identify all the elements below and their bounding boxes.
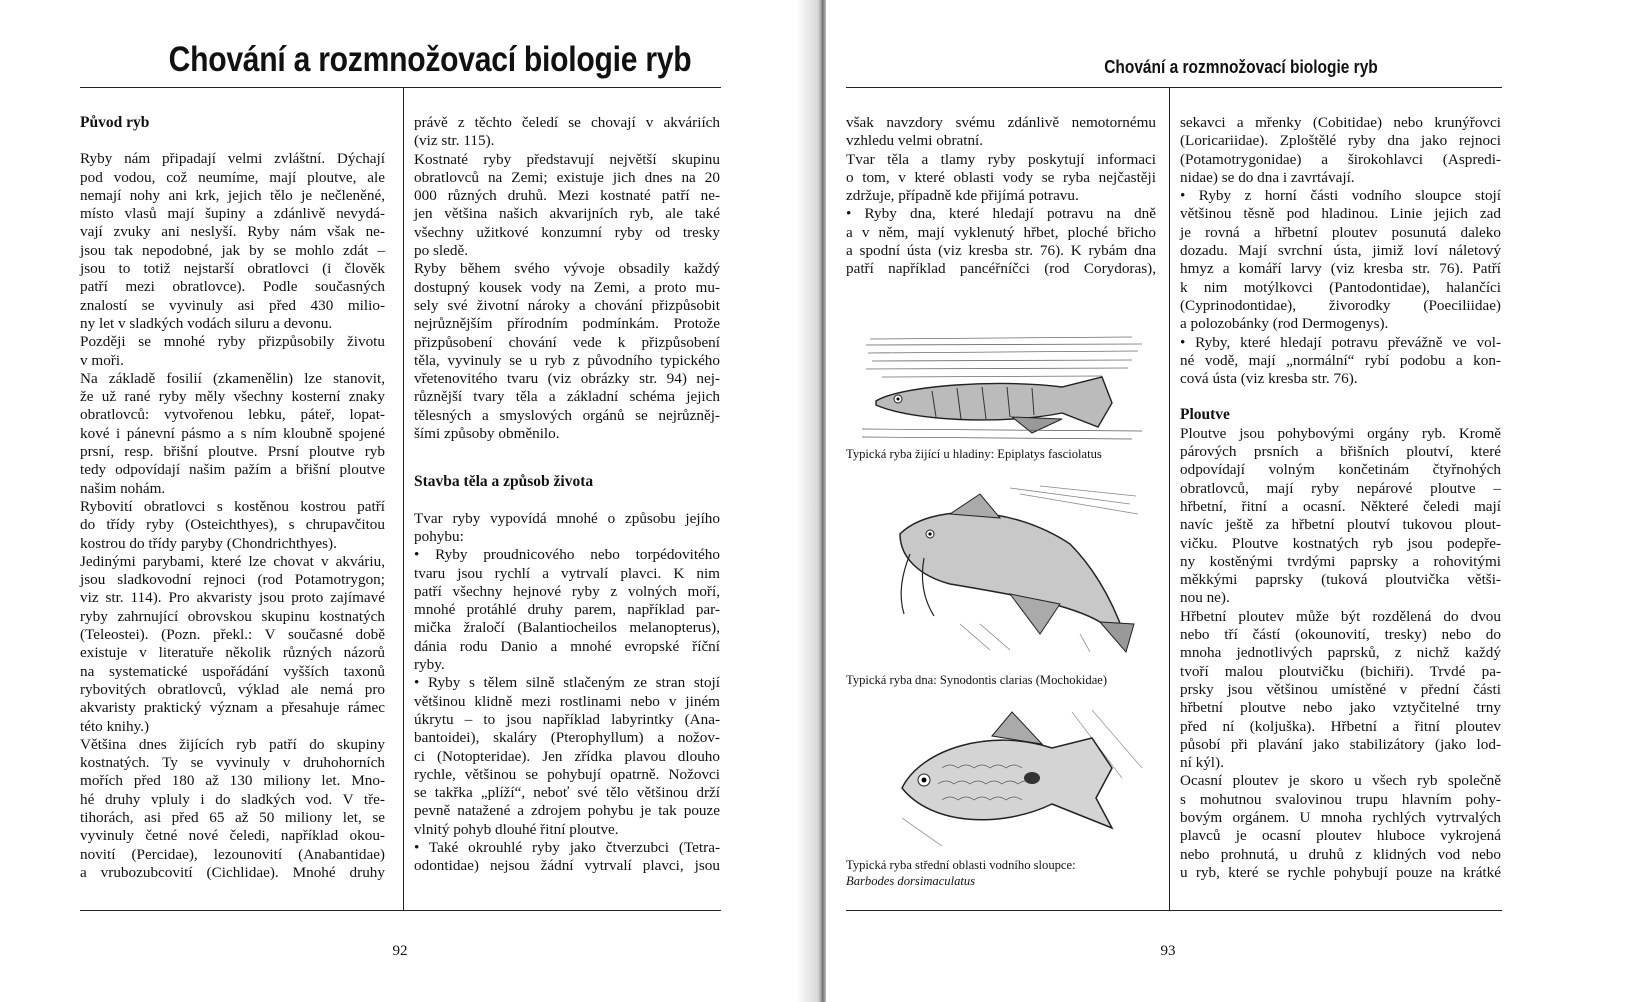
text-line: vají zvuky ani neslyší. Ryby nám však ne- [80,223,385,241]
text-line: mička žraločí (Balantiocheilos melanopterus), [414,619,720,637]
right-column-1 [846,114,1156,279]
text-line: místo vlasů mají šupiny a zdánlivě nevydá- [80,205,385,223]
text-line: Ocasní ploutev je skoro u všech ryb společně [1180,772,1501,790]
text-line: nidae) se do dna i zavrtávají. [1180,168,1355,186]
text-line: nebo tří částí (okounovití, tresky) nebo do [1180,626,1501,644]
text-line: s mohutnou svalovinou trupu hlavním pohy- [1180,790,1501,808]
text-line: Většina dnes žijících ryb patří do skupiny [80,735,385,753]
caption-line: Barbodes dorsimaculatus [846,874,976,888]
text-line: na systematické uspořádání vyšších taxonů [80,662,385,680]
text-line: hé druhy vpluly i do sladkých vod. V tře- [80,790,385,808]
text-line: Ryby nám připadají velmi zvláštní. Dýchají [80,150,385,168]
text-line: (Loricariidae). Zploštělé ryby dna jako rejnoci [1180,132,1501,150]
page-number: 93 [1160,943,1176,959]
text-line: různější tvary těla a základní schéma jejich [414,388,720,406]
text-line: nou ne). [1180,589,1230,607]
text-line: kostnatých. Ty se vyvinuly v druhohorních [80,754,385,772]
footer-rule [80,910,721,911]
right-column-2 [1180,114,1501,882]
footer-rule [846,910,1502,911]
text-line: né vodě, mají „normální“ rybí podobu a kon- [1180,351,1501,369]
page-number: 92 [392,943,408,959]
text-line: tvaru jsou rychlí a vytrvalí plavci. K nim [414,564,720,582]
text-line: této knihy.) [80,717,150,735]
text-line: plavců je ocasní ploutev hluboce vykrojená [1180,827,1501,845]
text-line: právě z těchto čeledí se chovají v akváriích [414,114,720,131]
text-line: Jedinými parybami, které lze chovat v akváriu, [80,552,385,570]
text-line: Rybovití obratlovci s kostěnou kostrou patří [80,497,385,515]
text-line: (viz str. 115). [414,132,495,150]
figure-caption [846,857,1166,889]
text-line: • Ryby proudnicového nebo torpédovitého [414,546,720,564]
text-line: patří mezi obratlovce). Podle současných [80,278,385,296]
text-line: Ryby během svého vývoje obsadily každý [414,260,720,278]
text-line: je rovná a hřbetní ploutev posunutá daleko [1180,223,1501,241]
text-line: našim nohám. [80,479,166,497]
column-divider [403,88,404,910]
text-line: jen většina našich akvarijních ryb, ale také [414,205,720,223]
text-line: hřbetní, řitní a ocasní. Některé čeledi mají [1180,497,1501,515]
text-line: a v něm, mají vyklenutý hřbet, ploché břicho [846,223,1156,241]
fish-illustration-midwater [882,708,1154,848]
text-line: hřbetní ploutve nebo jako vztyčitelné trny [1180,699,1501,717]
header-rule [846,87,1502,88]
text-line: Později se mnohé ryby přizpůsobily životu [80,333,385,351]
text-line: pod vodou, což neumíme, mají ploutve, ale [80,168,385,186]
running-header: Chování a rozmnožovací biologie ryb [1104,57,1378,77]
paragraph-lines [414,114,720,443]
text-line: rybovitých obratlovců, výklad ale nemá pro [80,680,385,698]
text-line: však navzdory svému zdánlivě nemotornému [846,114,1156,131]
text-line: párových prsních a břišních ploutví, které [1180,443,1501,461]
text-line: Ploutve jsou pohybovými orgány ryb. Kromě [1180,424,1501,442]
text-line: šími způsoby obměnilo. [414,425,560,443]
text-line: patří všechny hejnové ryby z volných moří, [414,582,720,600]
section-heading: Stavba těla a způsob života [414,473,594,491]
fish-illustration-bottom [890,484,1140,654]
text-line: bovým orgánem. U mnoha rychlých vytrvalých [1180,808,1501,826]
text-line: vičku. Ploutve kostnatých ryb jsou podepře- [1180,534,1501,552]
text-line: znalostí se vyvinuly asi před 430 milio- [80,296,385,314]
text-line: vzhledu velmi obratní. [846,132,984,150]
fish-illustration-surface [862,333,1146,443]
text-line: • Ryby, které hledají potravu převážně ve vol- [1180,333,1501,351]
section-heading: Původ ryb [80,114,150,131]
text-line: Tvar těla a tlamy ryby poskytují informaci [846,150,1156,168]
text-line: o tom, v které oblasti vody se ryba nejčastěji [846,168,1156,186]
text-line: nejrůznějším přírodním podmínkám. Protože [414,315,720,333]
text-line: mnoha jednotlivých paprsků, z nichž každý [1180,644,1501,662]
text-line: dozadu. Mají svrchní ústa, jimiž loví náletový [1180,242,1501,260]
book-gutter-shadow [796,0,822,1002]
text-line: sekavci a mřenky (Cobitidae) nebo krunýřovci [1180,114,1501,131]
text-line: jsou sladkovodní rejnoci (rod Potamotrygon; [80,571,385,589]
text-line: a spodní ústa (viz kresba str. 76). K rybám dna [846,242,1156,260]
text-line: existuje v literatuře několik různých názorů [80,644,385,662]
text-line: prsní, resp. břišní ploutve. Prsní ploutve ryb [80,443,385,461]
text-line: a polozobánky (rod Dermogenys). [1180,315,1389,333]
text-line: viz str. 114). Pro akvaristy jsou proto zajímavé [80,589,385,607]
text-line: všechny užitkové konzumní ryby od tresky [414,223,720,241]
text-line: obratlovců na Zemi; existuje jich dnes na 20 [414,168,720,186]
left-page [0,0,822,1002]
text-line: ryby. [414,656,445,674]
text-line: obratlovců: vytvořenou lebku, páteř, lopat- [80,406,385,424]
text-line: Hřbetní ploutev může být rozdělená do dvou [1180,607,1501,625]
text-line: • Ryby s tělem silně stlačeným ze stran stojí [414,674,720,692]
text-line: • Ryby dna, které hledají potravu na dně [846,205,1156,223]
text-line: a vrubozubcovití (Cichlidae). Mnohé druhy [80,863,385,881]
text-line: přizpůsobení chování vede k přizpůsobení [414,333,720,351]
text-line: (Potamotrygonidae) a širokohlavci (Aspredi- [1180,150,1501,168]
text-line: nebo prohnutá, u druhů z klidných vod nebo [1180,845,1501,863]
text-line: patří například pancéřníčci (rod Corydoras), [846,260,1156,278]
text-line: ní kýl). [1180,754,1224,772]
text-line: měkkými paprsky (tuková ploutvička větši- [1180,571,1501,589]
text-line: Tvar ryby vypovídá mnohé o způsobu jejího [414,509,720,527]
text-line: vřetenovitého tvaru (viz obrázky str. 94) nej- [414,370,720,388]
text-line: prsky jsou většinou umístěné v přední části [1180,680,1501,698]
text-line: těla, vyvinuly se u ryb z původního typického [414,351,720,369]
text-line: ny let v sladkých vodách siluru a devonu. [80,314,333,332]
text-line: většinou těsně pod hladinou. Linie jejich zad [1180,205,1501,223]
text-line: pevně natažené a zdrojem pohybu je tak pouze [414,802,720,820]
text-line: bantoidei), skaláry (Pterophyllum) a nožov- [414,729,720,747]
caption-line: Typická ryba střední oblasti vodního sloupce: [846,858,1076,872]
text-line: novití (Percidae), lezounovití (Anabantidae) [80,845,385,863]
paragraph-lines [1180,114,1501,388]
text-line: pohybu: [414,527,464,545]
text-line: odontidae) nejsou žádní vytrvalí plavci, jsou [414,857,720,875]
text-line: jsou tak nepodobné, jak by se mohlo zdát – [80,241,385,259]
text-line: • Také okrouhlé ryby jako čtverzubci (Tetra- [414,838,720,856]
text-line: Kostnaté ryby představují největší skupinu [414,150,720,168]
text-line: mořích před 180 až 130 miliony let. Mno- [80,772,385,790]
text-line: ny kostěnými tvrdými paprsky a rohovitými [1180,552,1501,570]
text-line: zdržuje, případně kde přijímá potravu. [846,187,1079,205]
text-line: kostrou do třídy paryby (Chondrichthyes). [80,534,337,552]
text-line: sely své životní nároky a chování přizpůsobit [414,296,720,314]
text-line: před ní (koljuška). Hřbetní a řitní ploutev [1180,717,1501,735]
text-line: se takřka „plíží“, neboť své tělo většinou drží [414,784,720,802]
text-line: ci (Notopteridae). Jen zřídka plavou dlouho [414,747,720,765]
text-line: mnohé protáhlé druhy parem, například par- [414,601,720,619]
text-line: působí při plavání jako stabilizátory (jako lod- [1180,735,1501,753]
paragraph-lines [1180,425,1501,882]
text-line: (Teleostei). (Pozn. překl.: V současné době [80,626,385,644]
header-rule [80,87,721,88]
text-line: tvoří malou ploutvičku (bichiři). Trvdé pa- [1180,662,1501,680]
left-column-2 [414,114,720,876]
text-line: rychle, většinou se pohybují opatrně. Nožovci [414,765,720,783]
text-line: po sledě. [414,242,468,260]
text-line: kové i pánevní pásmo a s ním kloubně spojené [80,424,385,442]
text-line: Na základě fosilií (zkamenělin) lze stanovit, [80,369,385,387]
text-line: hmyz a komáří larvy (viz kresba str. 76). Patří [1180,260,1501,278]
text-line: že už rané ryby měly všechny kosterní znaky [80,388,385,406]
text-line: tedy odpovídají našim pažím a břišní ploutve [80,461,385,479]
section-heading: Ploutve [1180,406,1230,424]
text-line: vyvinuly četné nové čeledi, například okou- [80,827,385,845]
text-line: dostupný kousek vody na Zemi, a proto mu- [414,278,720,296]
paragraph-lines [846,114,1156,279]
paragraph-lines [80,150,385,882]
column-divider [1169,88,1170,910]
page-title: Chování a rozmnožovací biologie ryb [168,40,692,79]
text-line: tělesných a smyslových orgánů se nejrůzněj- [414,406,720,424]
figure-caption: Typická ryba dna: Synodontis clarias (Mochokidae) [846,673,1108,687]
paragraph-lines [414,510,720,876]
text-line: obratlovců, mají ryby nepárové ploutve – [1180,479,1501,497]
text-line: • Ryby z horní části vodního sloupce stojí [1180,187,1501,205]
text-line: tihorách, asi před 65 až 50 miliony let, se [80,808,385,826]
text-line: většinou klidně mezi rostlinami nebo v jiném [414,692,720,710]
text-line: u ryb, které se rychle pohybují pouze na krátké [1180,863,1501,881]
text-line: do třídy ryby (Osteichthyes), s chrupavčitou [80,516,385,534]
text-line: (Cyprinodontidae), živorodky (Poeciliidae) [1180,296,1501,314]
text-line: cová ústa (viz kresba str. 76). [1180,370,1358,388]
text-line: jsou to totiž nejstarší obratlovci (i člověk [80,260,385,278]
right-page [826,0,1647,1002]
text-line: navíc ještě za hřbetní ploutví tukovou plout- [1180,516,1501,534]
text-line: odpovídají volným končetinám čtyřnohých [1180,461,1501,479]
text-line: akvaristy praktický význam a přesahuje rámec [80,699,385,717]
text-line: v moři. [80,351,124,369]
text-line: úkrytu – to jsou například labyrintky (Ana- [414,710,720,728]
text-line: ryby zahrnující obrovskou skupinu kostnatých [80,607,385,625]
text-line: vlnitý pohyb dlouhé řitní ploutve. [414,820,619,838]
text-line: nemají nohy ani krk, jejich tělo je nečleněné, [80,186,385,204]
text-line: 000 různých druhů. Mezi kostnaté patří ne- [414,187,720,205]
text-line: k nim motýlkovci (Pantodontidae), halančíci [1180,278,1501,296]
figure-caption: Typická ryba žijící u hladiny: Epiplatys fasciolatus [846,447,1102,461]
left-column-1 [80,114,385,882]
text-line: dánia rodu Danio a mnohé evropské říční [414,637,720,655]
